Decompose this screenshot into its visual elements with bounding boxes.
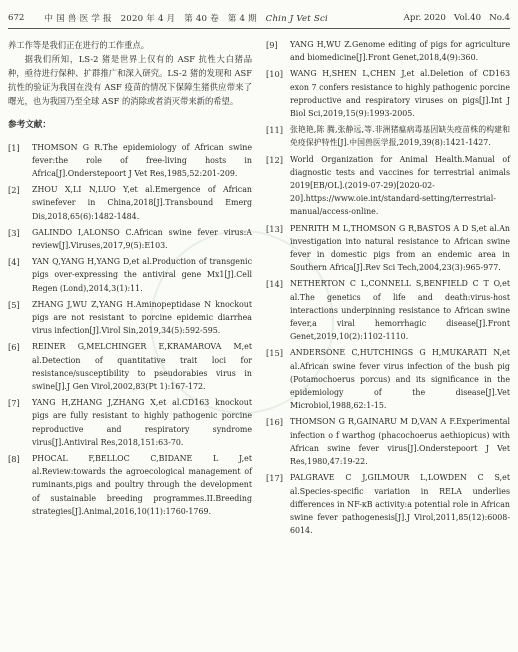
reference-number: [7] <box>8 398 20 409</box>
left-column <box>8 38 252 521</box>
reference-text: PENRITH M L,THOMSON G R,BASTOS A D S,et al.An investigation into natural resistance to African swine fever in domestic pigs from an endemic area in Southern Africa[J].Rev Sci Tech,2004,23(3):965-977. <box>290 223 510 273</box>
reference-item <box>8 452 252 518</box>
reference-text: WANG H,SHEN L,CHEN J,et al.Deletion of CD163 exon 7 confers resistance to highly pathogenic porcine reproductive and respiratory viruses on pigs[J].Int J Biol Sci,2019,15(9):1993-2005. <box>290 69 510 119</box>
reference-text: NETHERTON C L,CONNELL S,BENFIELD C T O,et al.The genetics of life and death:virus-host interactions underpinning resistance to African swine fever,a viral hemorrhagic disease[J].Front Genet,2019,10(2):1102-1110. <box>290 279 510 342</box>
reference-number: [13] <box>266 223 284 234</box>
reference-text: World Organization for Animal Health.Manual of diagnostic tests and vaccines for terrestrial animals 2019[EB/OL].(2019-07-29)[2020-02-20].https://www.oie.int/standard-setting/terrestrial-manual/access-online. <box>290 154 510 217</box>
reference-item <box>8 298 252 338</box>
reference-item <box>266 38 510 64</box>
issue-cn: 第 4 期 <box>227 14 257 24</box>
reference-text: PHOCAL F,BELLOC C,BIDANE L J,et al.Review:towards the agroecological management of ruminants,pigs and poultry through the development of sustainable breeding programmes.II.Breeding strategies[J].Animal,2016,10(11):1760-1769. <box>32 454 252 516</box>
reference-number: [2] <box>8 185 20 196</box>
reference-text: THOMSON G R,GAINARU M D,VAN A F.Experimental infection o f warthog (phacochoerus aethiopicus) with African swine fever virus[J].Onderstepoort J Vet Res,1980,47:19-22. <box>290 417 510 467</box>
body-paragraph: 养工作等是我们正在进行的工作重点。 <box>8 40 150 50</box>
page-number: 672 <box>8 13 25 23</box>
reference-number: [17] <box>266 473 284 484</box>
volume-en: Vol.40 <box>454 13 482 23</box>
reference-item <box>266 277 510 343</box>
reference-number: [11] <box>266 125 284 136</box>
reference-item <box>266 153 510 219</box>
running-header <box>8 10 510 29</box>
issue-date-en: Apr. 2020 <box>403 13 446 23</box>
reference-item <box>266 123 510 149</box>
volume-cn: 第 40 卷 <box>184 14 219 24</box>
reference-text: ZHANG J,WU Z,YANG H.Aminopeptidase N knockout pigs are not resistant to porcine epidemic diarrhea virus infection[J].Virol Sin,2019,34(5):592-595. <box>32 299 252 336</box>
references-heading: 参考文献： <box>8 120 51 131</box>
reference-text: THOMSON G R.The epidemiology of African swine fever:the role of free-living hosts in Africa[J].Onderstepoort J Vet Res,1985,52:201-209. <box>32 142 252 178</box>
reference-item <box>266 222 510 275</box>
reference-list-left <box>8 141 252 518</box>
right-column <box>266 38 510 540</box>
reference-item <box>8 255 252 295</box>
reference-list-right <box>266 38 510 537</box>
reference-number: [15] <box>266 348 284 359</box>
reference-text: YAN Q,YANG H,YANG D,et al.Production of transgenic pigs over-expressing the antiviral gene Mx1[J].Cell Regen (Lond),2014,3(1):11. <box>32 257 252 293</box>
journal-name-en: Chin J Vet Sci <box>265 14 328 24</box>
reference-item <box>266 67 510 120</box>
reference-item <box>266 346 510 412</box>
body-paragraph: 据我们所知，LS-2 猪是世界上仅有的 ASF 抗性大白猪品种，亟待进行保种、扩群推广和深入研究。LS-2 猪的发现和 ASF 抗性的验证为我国在没有 ASF 疫苗的情况下保障生猪供应带来了曙光，也为我国乃至全球 ASF 的消除或者消灭带来新的希望。 <box>8 54 252 107</box>
reference-item <box>8 141 252 181</box>
reference-text: GALINDO I,ALONSO C.African swine fever virus:A review[J].Viruses,2017,9(5):E103. <box>32 227 252 250</box>
reference-number: [14] <box>266 279 284 290</box>
reference-number: [5] <box>8 299 20 310</box>
journal-info-cn <box>24 12 403 24</box>
reference-number: [16] <box>266 417 284 428</box>
reference-item <box>8 340 252 393</box>
reference-item <box>266 471 510 537</box>
reference-item <box>8 226 252 252</box>
reference-item <box>8 396 252 449</box>
reference-text: REINER G,MELCHINGER E,KRAMAROVA M,et al.Detection of quantitative trait loci for resistance/susceptibility to pseudorabies virus in swine[J].J Gen Virol,2002,83(Pt 1):167-172. <box>32 342 252 392</box>
reference-text: YANG H,ZHANG J,ZHANG X,et al.CD163 knockout pigs are fully resistant to highly pathogenic porcine reproductive and respiratory syndrome virus[J].Antiviral Res,2018,151:63-70. <box>32 398 252 447</box>
reference-number: [10] <box>266 69 284 80</box>
reference-text: YANG H,WU Z.Genome editing of pigs for agriculture and biomedicine[J].Front Genet,2018,4(9):360. <box>290 40 510 63</box>
reference-item <box>8 183 252 223</box>
reference-item <box>266 415 510 468</box>
reference-number: [1] <box>8 142 20 153</box>
reference-text: ANDERSONE C,HUTCHINGS G H,MUKARATI N,et al.African swine fever virus infection of the bush pig (Potamochoerus porcus) and its significance in the epidemiology of the disease[J].Vet Microbiol,1988,62:1-15. <box>290 348 510 411</box>
reference-number: [12] <box>266 154 284 165</box>
journal-name-cn: 中 国 兽 医 学 报 <box>44 14 112 24</box>
reference-number: [6] <box>8 342 20 353</box>
reference-text: 张艳艳,陈 腾,张静远,等.非洲猪瘟病毒基因缺失疫苗株的构建和免疫保护特性[J].中国兽医学报,2019,39(8):1421-1427. <box>290 125 510 148</box>
reference-number: [9] <box>266 40 278 50</box>
issue-en: No.4 <box>489 13 510 23</box>
reference-number: [3] <box>8 227 20 238</box>
reference-text: ZHOU X,LI N,LUO Y,et al.Emergence of African swinefever in China,2018[J].Transbound Emerg Dis,2018,65(6):1482-1484. <box>32 185 252 221</box>
reference-number: [4] <box>8 257 20 268</box>
journal-info-en <box>404 13 510 23</box>
reference-number: [8] <box>8 454 20 465</box>
reference-text: PALGRAVE C J,GILMOUR L,LOWDEN C S,et al.Species-specific variation in RELA underlies differences in NF-κB activity:a potential role in African swine fever pathogenesis[J].J Virol,2011,85(12):6008-6014. <box>290 473 510 536</box>
issue-date-cn: 2020 年 4 月 <box>120 14 176 24</box>
